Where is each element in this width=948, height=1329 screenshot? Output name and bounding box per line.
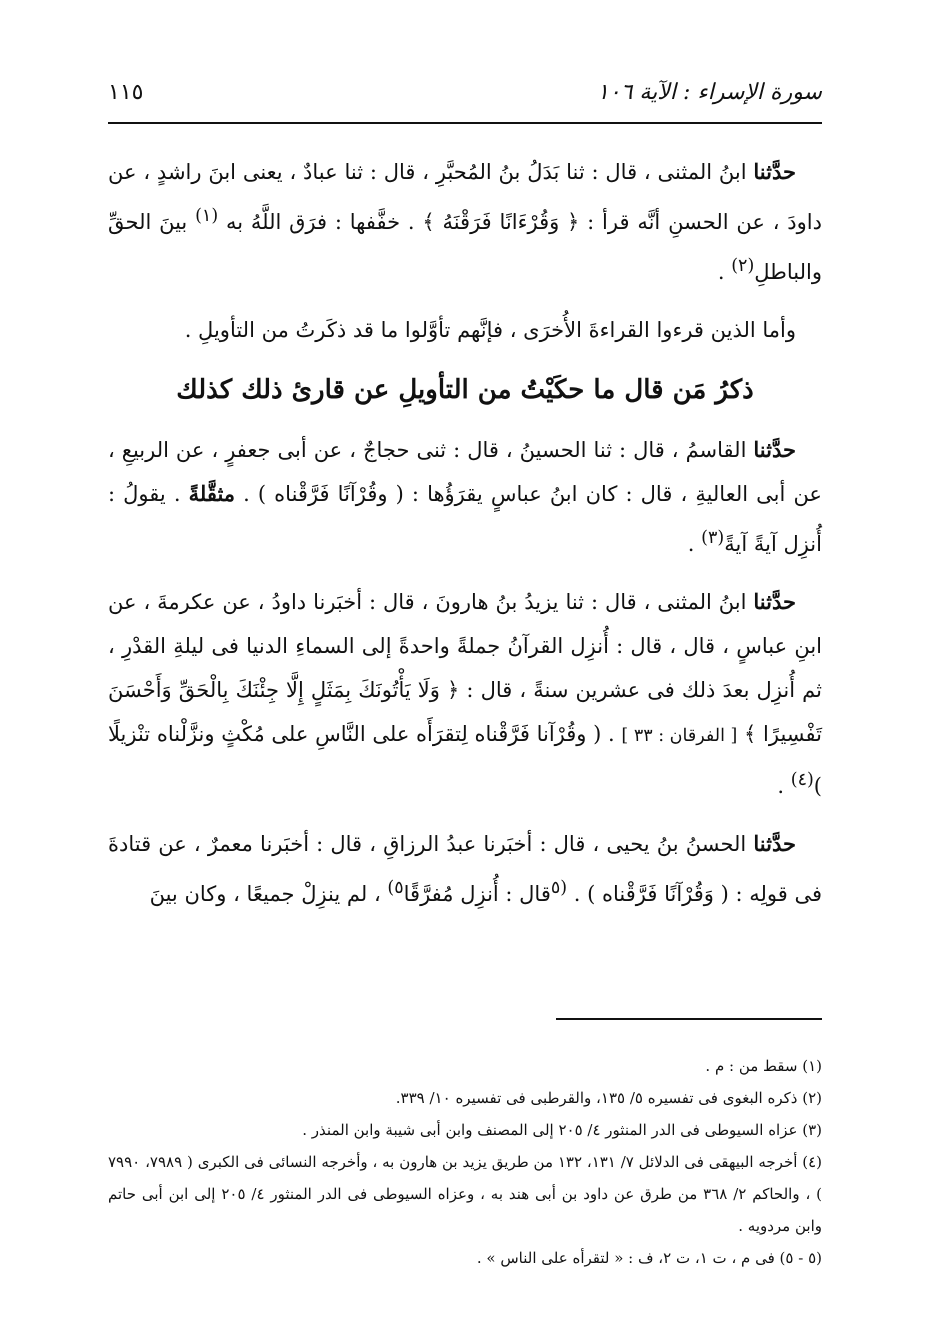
main-text — [108, 150, 822, 930]
paragraph-text: وأما الذين قرءوا القراءةَ الأُخرَى ، فإنَّهم تأوَّلوا ما قد ذكَرتُ من التأويلِ . — [184, 318, 796, 342]
lead-word: حدَّثنا — [753, 831, 796, 856]
footnote-ref[interactable]: (١) — [195, 206, 219, 226]
surah-title: سورة الإسراء : الآية ١٠٦ — [596, 79, 822, 105]
paragraph-end: . — [687, 532, 695, 556]
paragraph-text: الحسنُ بنُ يحيى ، قال : أخبَرنا عبدُ الرزاقِ ، قال : أخبَرنا معمرٌ ، عن قتادةَ فى قولِه : ( وَقُرْآنًا فَرَّقْناه ) . — [108, 832, 822, 906]
footnote: (٢) ذكره البغوى فى تفسيره ٥/ ١٣٥، والقرطبى فى تفسيره ١٠/ ٣٣٩. — [395, 1089, 822, 1107]
paragraph — [108, 150, 822, 294]
paragraph-text: ابنُ المثنى ، قال : ثنا يزيدُ بنُ هارونَ ، قال : أخبَرنا داودُ ، عن عكرمةَ ، عن ابنِ عباسٍ ، قال ، قال : أُنزِل القرآنُ جملةً واحدةً إلى السماءِ الدنيا فى ليلةِ القدْرِ ، ثم أُنزِل بعدَ ذلك فى عشرين سنةً ، قال : ﴿ وَلَا يَأْتُونَكَ بِمَثَلٍ إِلَّا جِئْنَكَ بِالْحَقِّ وَأَحْسَنَ تَفْسِيرًا ﴾ — [108, 590, 823, 746]
paragraph-text: بينَ الحقِّ والباطلِ — [108, 210, 822, 284]
footnotes — [108, 1050, 822, 1274]
paragraph-text: . يقولُ : أُنزِل آيةً آيةً — [108, 482, 822, 556]
footnote-ref[interactable]: (٢) — [731, 256, 755, 276]
page-number: ١١٥ — [108, 79, 144, 105]
lead-word: حدَّثنا — [753, 159, 796, 184]
paragraph — [108, 308, 822, 352]
paragraph-text: القاسمُ ، قال : ثنا الحسينُ ، قال : ثنى حجاجٌ ، عن أبى جعفرٍ ، عن الربيعِ ، عن أبى العاليةِ ، قال : كان ابنُ عباسٍ يقرَؤُها : ( وقُرْآنًا فَرَّقْناه ) . — [108, 438, 822, 506]
paragraph — [108, 428, 822, 566]
paragraph-end: . — [777, 774, 785, 798]
paragraph — [108, 580, 822, 808]
lead-word: حدَّثنا — [753, 589, 796, 614]
section-heading: ذكرُ مَن قال ما حكَيْتُ من التأويلِ عن قارئ ذلك كذلك — [176, 375, 754, 405]
footnote-rule — [556, 1018, 822, 1020]
paragraph-text: قال : أُنزِل مُفرَّقًا — [403, 882, 551, 906]
paragraph — [108, 822, 822, 916]
footnote-ref[interactable]: (٥ — [550, 878, 568, 898]
quran-citation: [ الفرقان : ٣٣ ] — [621, 726, 738, 746]
footnote: (٣) عزاه السيوطى فى الدر المنثور ٤/ ٢٠٥ إلى المصنف وابن أبى شيبة وابن المنذر . — [302, 1121, 822, 1139]
paragraph-end: . — [717, 260, 725, 284]
footnote: (٥ - ٥) فى م ، ت ١، ت ٢، ف : « لتقرأه على الناس » . — [476, 1249, 822, 1267]
paragraph-text: ، لم ينزِلْ جميعًا ، وكان بينَ — [149, 882, 381, 906]
footnote-ref[interactable]: (٣) — [701, 528, 725, 548]
paragraph-text: . ( وقُرْآنا فَرَّقْناه لِتقرَأَه على النَّاسِ على مُكْثٍ ونزَّلْناه تنْزيلًا ) — [108, 722, 822, 798]
paragraph-text: ابنُ المثنى ، قال : ثنا بَدَلُ بنُ المُحبَّرِ ، قال : ثنا عبادٌ ، يعنى ابنَ راشدٍ ، عن داودَ ، عن الحسنِ أنَّه قرأ : ﴿ وَقُرْءَانًا فَرَقْنَهُ ﴾ . خفَّفها : فرَق اللَّهُ به — [108, 160, 822, 234]
footnote: (٤) أخرجه البيهقى فى الدلائل ٧/ ١٣١، ١٣٢ من طريق يزيد بن هارون به ، وأخرجه النسائى فى الكبرى ( ٧٩٨٩، ٧٩٩٠ ) ، والحاكم ٢/ ٣٦٨ من طرق عن داود بن أبى هند به ، وعزاه السيوطى فى الدر المنثور ٤/ ٢٠٥ إلى ابن أبى حاتم وابن مردويه . — [108, 1153, 823, 1235]
emphasis: مثقَّلةً — [188, 481, 236, 506]
header-rule — [108, 122, 822, 124]
footnote-ref[interactable]: ٥) — [387, 878, 404, 898]
footnote: (١) سقط من : م . — [705, 1057, 822, 1075]
running-header — [108, 72, 822, 112]
footnote-ref[interactable]: (٤) — [790, 770, 814, 790]
lead-word: حدَّثنا — [753, 437, 796, 462]
